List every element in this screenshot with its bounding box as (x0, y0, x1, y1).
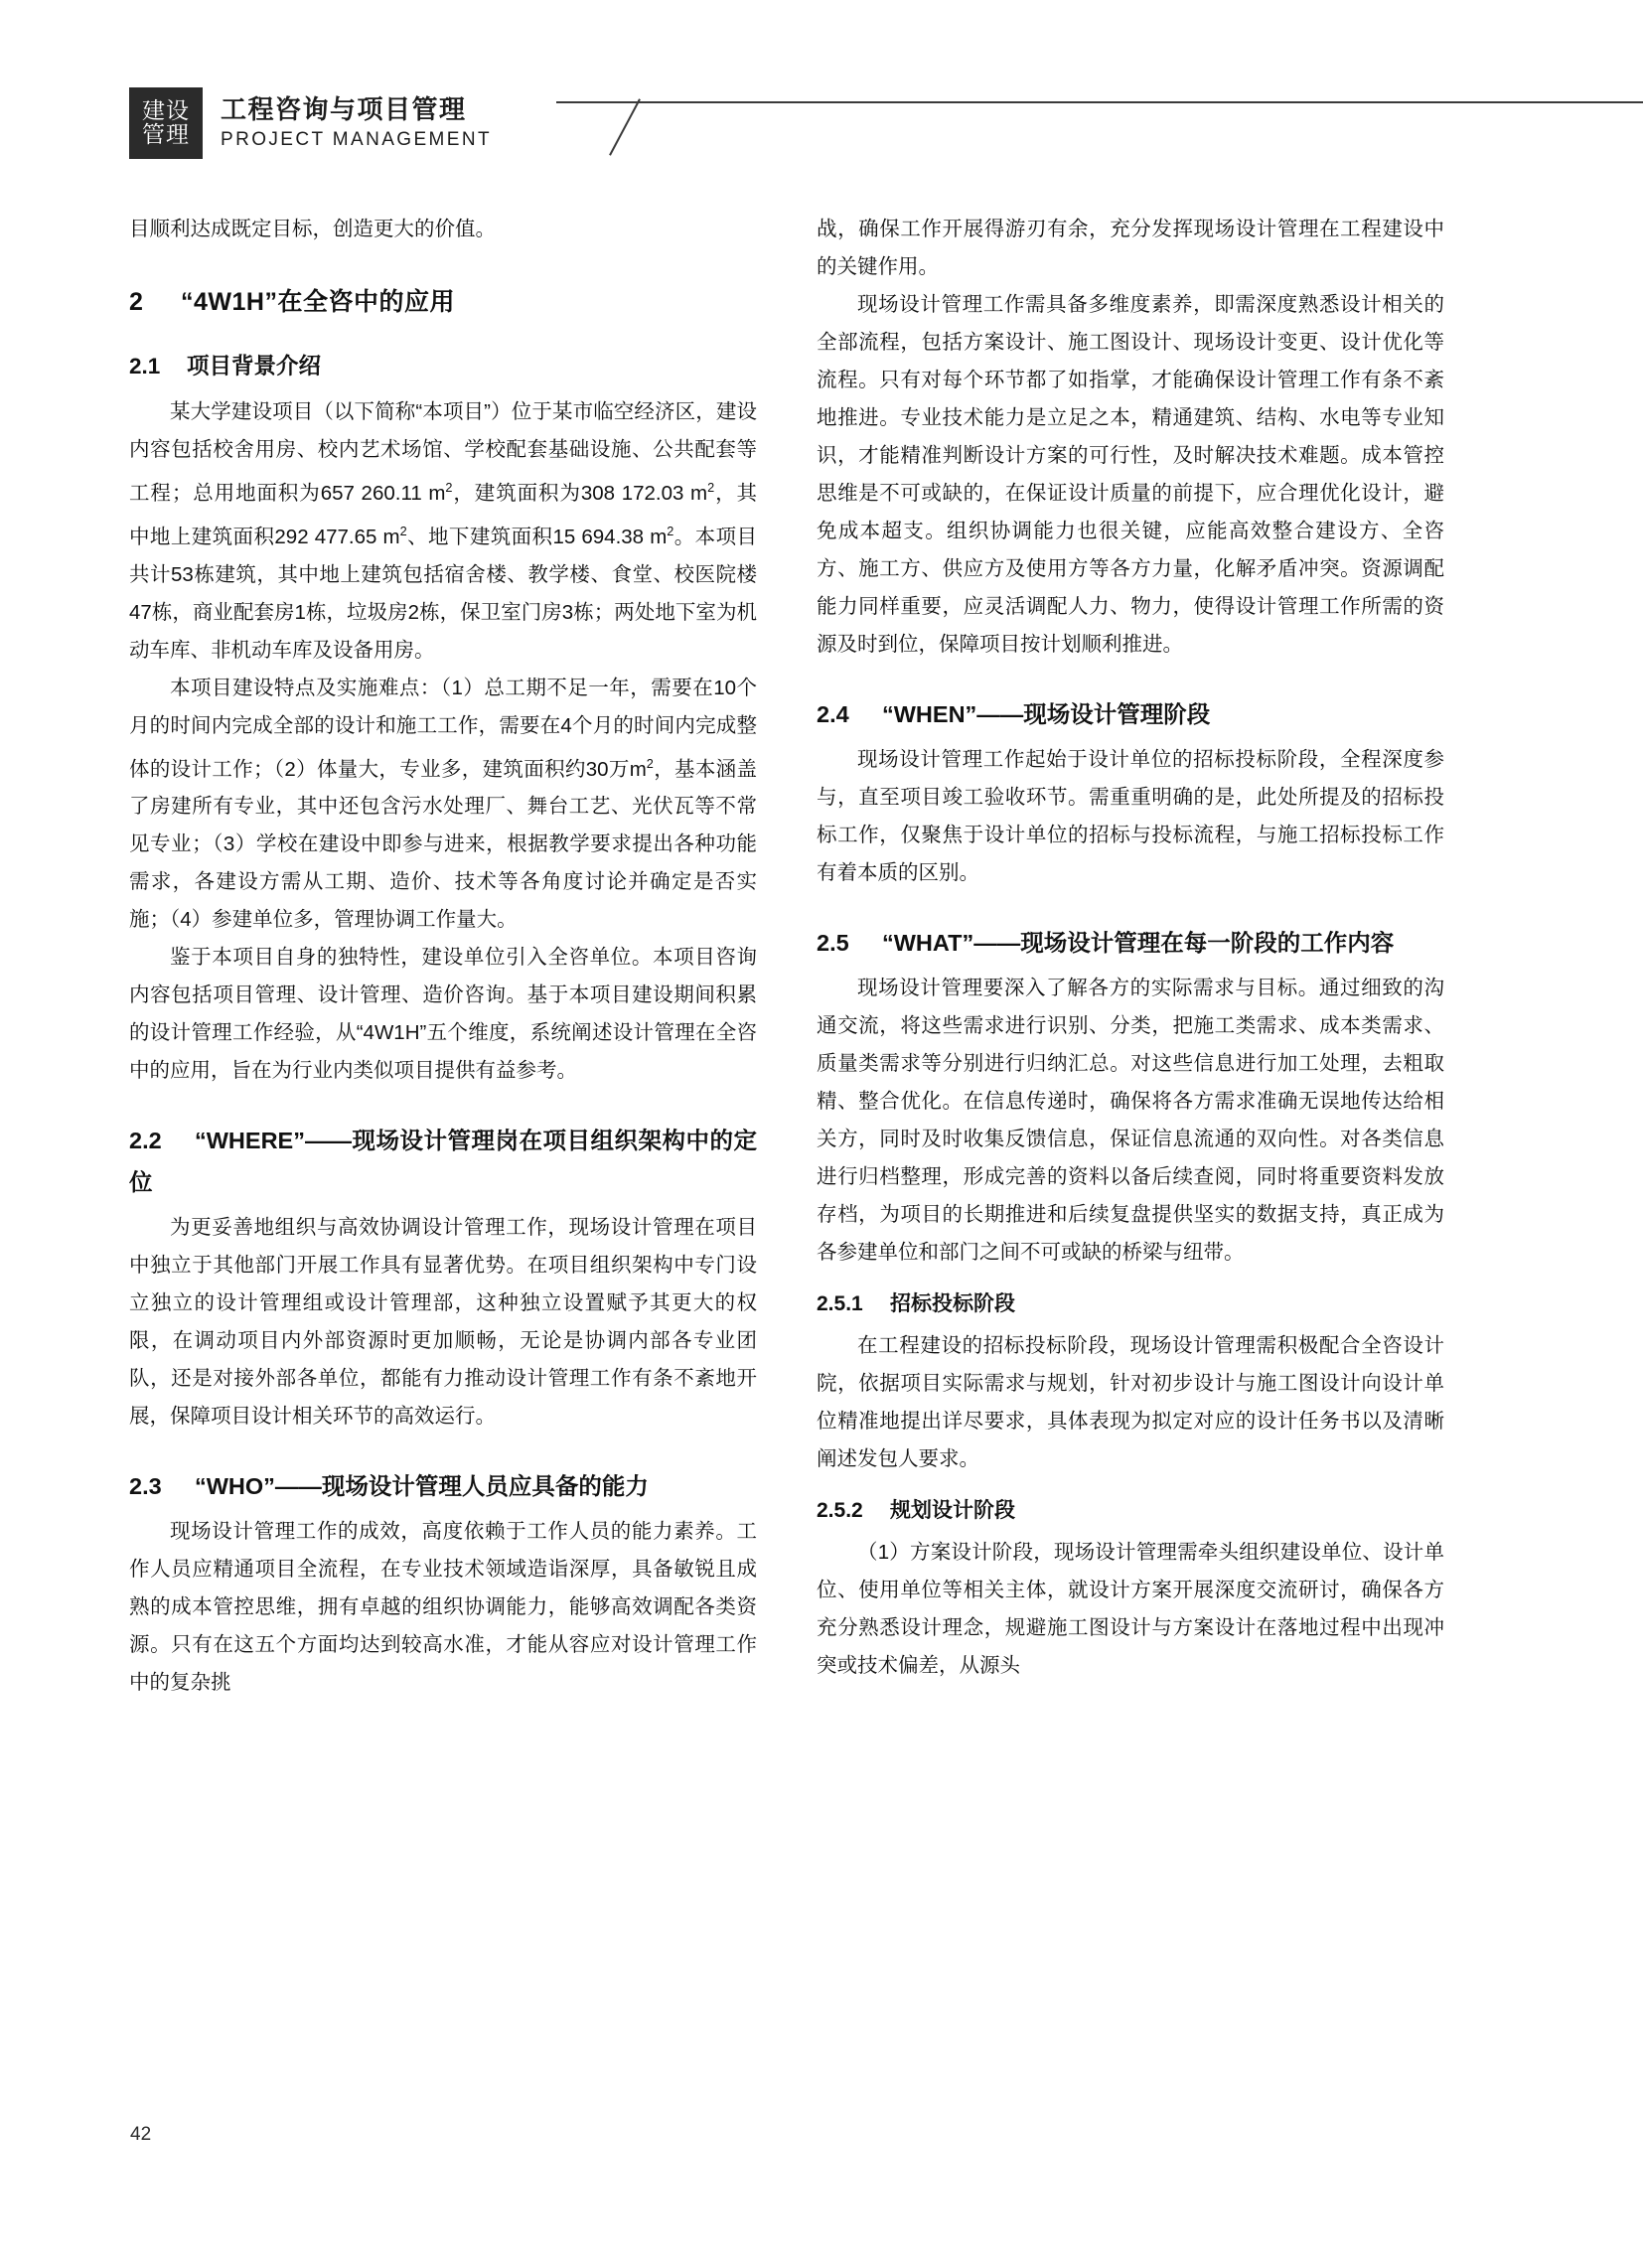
header-title-cn: 工程咨询与项目管理 (221, 94, 467, 124)
page-number: 42 (130, 2124, 152, 2145)
heading-section-2-4-title: “WHEN”——现场设计管理阶段 (882, 701, 1211, 727)
heading-section-2-1-number: 2.1 (129, 354, 161, 378)
superscript: 2 (667, 523, 674, 538)
paragraph-2-5-2-1: （1）方案设计阶段，现场设计管理需牵头组织建设单位、设计单位、使用单位等相关主体，就设计方案开展深度交流研讨，确保各方充分熟悉设计理念，规避施工图设计与方案设计在落地过程中出现冲突或技术偏差，从源头 (817, 1541, 1444, 1677)
heading-section-2-2-title: “WHERE”——现场设计管理岗在项目组织架构中的定位 (129, 1128, 757, 1196)
superscript: 2 (707, 480, 715, 495)
heading-section-2-5-2 (817, 1492, 1444, 1530)
journal-logo (129, 87, 203, 159)
heading-section-2-4-number: 2.4 (817, 701, 849, 727)
heading-section-2-2 (129, 1120, 757, 1203)
para-frag: 、地下建筑面积15 694.38 m (406, 525, 668, 548)
para-frag: ，基本涵盖了房建所有专业，其中还包含污水处理厂、舞台工艺、光伏瓦等不常见专业；（3）学校在建设中即参与进来，根据教学要求提出各种功能需求，各建设方需从工期、造价、技术等各角度讨论并确定是否实施；（4）参建单位多，管理协调工作量大。 (129, 757, 758, 932)
paragraph-2-5-1-1: 在工程建设的招标投标阶段，现场设计管理需积极配合全咨设计院，依据项目实际需求与规划，针对初步设计与施工图设计向设计单位精准地提出详尽要求，具体表现为拟定对应的设计任务书以及清晰阐述发包人要求。 (817, 1334, 1444, 1470)
heading-section-2-3-number: 2.3 (129, 1473, 162, 1500)
superscript: 2 (399, 523, 407, 538)
heading-section-2-5-1 (817, 1285, 1444, 1323)
header-rule (556, 101, 1643, 103)
logo-line-1: 建设 (142, 97, 190, 124)
para-frag: ，建筑面积为308 172.03 m (452, 481, 708, 505)
right-column (817, 211, 1444, 1685)
heading-section-2-3-title: “WHO”——现场设计管理人员应具备的能力 (195, 1473, 649, 1500)
heading-section-2-5-1-title: 招标投标阶段 (890, 1292, 1015, 1315)
paragraph-continued-top-2: 现场设计管理工作需具备多维度素养，即需深度熟悉设计相关的全部流程，包括方案设计、施工图设计、现场设计变更、设计优化等流程。只有对每个环节都了如指掌，才能确保设计管理工作有条不紊地推进。专业技术能力是立足之本，精通建筑、结构、水电等专业知识，才能精准判断设计方案的可行性，及时解决技术难题。成本管控思维是不可或缺的，在保证设计质量的前提下，应合理优化设计，避免成本超支。组织协调能力也很关键，应能高效整合建设方、全咨方、施工方、供应方及使用方等各方力量，化解矛盾冲突。资源调配能力同样重要，应灵活调配人力、物力，使得设计管理工作所需的资源及时到位，保障项目按计划顺利推进。 (817, 293, 1444, 656)
lead-paragraph: 目顺利达成既定目标，创造更大的价值。 (129, 218, 496, 240)
para-frag: 。本项目共计53栋建筑，其中地上建筑包括宿舍楼、教学楼、食堂、校医院楼47栋，商业配套房1栋，垃圾房2栋，保卫室门房3栋；两处地下室为机动车库、非机动车库及设备用房。 (129, 525, 758, 662)
header-slash-decoration (609, 98, 641, 155)
heading-section-2-5-number: 2.5 (817, 930, 849, 956)
heading-section-2-5-2-title: 规划设计阶段 (890, 1499, 1015, 1522)
heading-section-2-number: 2 (129, 288, 144, 316)
heading-section-2 (129, 282, 757, 322)
superscript: 2 (646, 755, 654, 771)
heading-section-2-5-title: “WHAT”——现场设计管理在每一阶段的工作内容 (882, 930, 1395, 956)
left-column (129, 211, 757, 1702)
heading-section-2-5-1-number: 2.5.1 (817, 1292, 863, 1315)
superscript: 2 (445, 480, 453, 495)
logo-line-2: 管理 (142, 122, 190, 148)
paragraph-2-2-1: 为更妥善地组织与高效协调设计管理工作，现场设计管理在项目中独立于其他部门开展工作具有显著优势。在项目组织架构中专门设立独立的设计管理组或设计管理部，这种独立设置赋予其更大的权限，在调动项目内外部资源时更加顺畅，无论是协调内部各专业团队，还是对接外部各单位，都能有力推动设计管理工作有条不紊地开展，保障项目设计相关环节的高效运行。 (129, 1216, 757, 1429)
page-header (129, 87, 1514, 165)
paragraph-2-1-1 (129, 393, 757, 670)
heading-section-2-title: “4W1H”在全咨中的应用 (181, 288, 455, 316)
heading-section-2-5-2-number: 2.5.2 (817, 1499, 863, 1522)
header-title-en: PROJECT MANAGEMENT (221, 129, 492, 150)
heading-section-2-3 (129, 1465, 757, 1507)
paragraph-2-1-3: 鉴于本项目自身的独特性，建设单位引入全咨单位。本项目咨询内容包括项目管理、设计管理、造价咨询。基于本项目建设期间积累的设计管理工作经验，从“4W1H”五个维度，系统阐述设计管理在全咨中的应用，旨在为行业内类似项目提供有益参考。 (129, 946, 757, 1083)
paragraph-2-4-1: 现场设计管理工作起始于设计单位的招标投标阶段，全程深度参与，直至项目竣工验收环节。需重重明确的是，此处所提及的招标投标工作，仅聚焦于设计单位的招标与投标流程，与施工招标投标工作有着本质的区别。 (817, 748, 1444, 884)
para-frag: 本项目建设特点及实施难点：（1）总工期不足一年，需要在10个月的时间内完成全部的设计和施工工作，需要在4个月的时间内完成整体的设计工作；（2）体量大，专业多，建筑面积约30万m (129, 676, 757, 781)
heading-section-2-1 (129, 348, 757, 385)
paragraph-2-1-2 (129, 670, 757, 940)
heading-section-2-1-title: 项目背景介绍 (187, 354, 322, 378)
heading-section-2-5 (817, 922, 1444, 964)
paragraph-2-5-1: 现场设计管理要深入了解各方的实际需求与目标。通过细致的沟通交流，将这些需求进行识别、分类，把施工类需求、成本类需求、质量类需求等分别进行归纳汇总。对这些信息进行加工处理，去粗取精、整合优化。在信息传递时，确保将各方需求准确无误地传达给相关方，同时及时收集反馈信息，保证信息流通的双向性。对各类信息进行归档整理，形成完善的资料以备后续查阅，同时将重要资料发放存档，为项目的长期推进和后续复盘提供坚实的数据支持，真正成为各参建单位和部门之间不可或缺的桥梁与纽带。 (817, 977, 1444, 1264)
paragraph-continued-top: 战，确保工作开展得游刃有余，充分发挥现场设计管理在工程建设中的关键作用。 (817, 218, 1444, 278)
heading-section-2-4 (817, 693, 1444, 735)
para-frag: ，其中地上建筑面积292 477.65 m (129, 481, 757, 548)
para-frag: 某大学建设项目（以下简称“本项目”）位于某市临空经济区，建设内容包括校舍用房、校内艺术场馆、学校配套基础设施、公共配套等工程；总用地面积为657 260.11 m (129, 400, 757, 505)
paragraph-2-3-1: 现场设计管理工作的成效，高度依赖于工作人员的能力素养。工作人员应精通项目全流程，在专业技术领域造诣深厚，具备敏锐且成熟的成本管控思维，拥有卓越的组织协调能力，能够高效调配各类资源。只有在这五个方面均达到较高水准，才能从容应对设计管理工作中的复杂挑 (129, 1520, 757, 1695)
heading-section-2-2-number: 2.2 (129, 1128, 162, 1154)
